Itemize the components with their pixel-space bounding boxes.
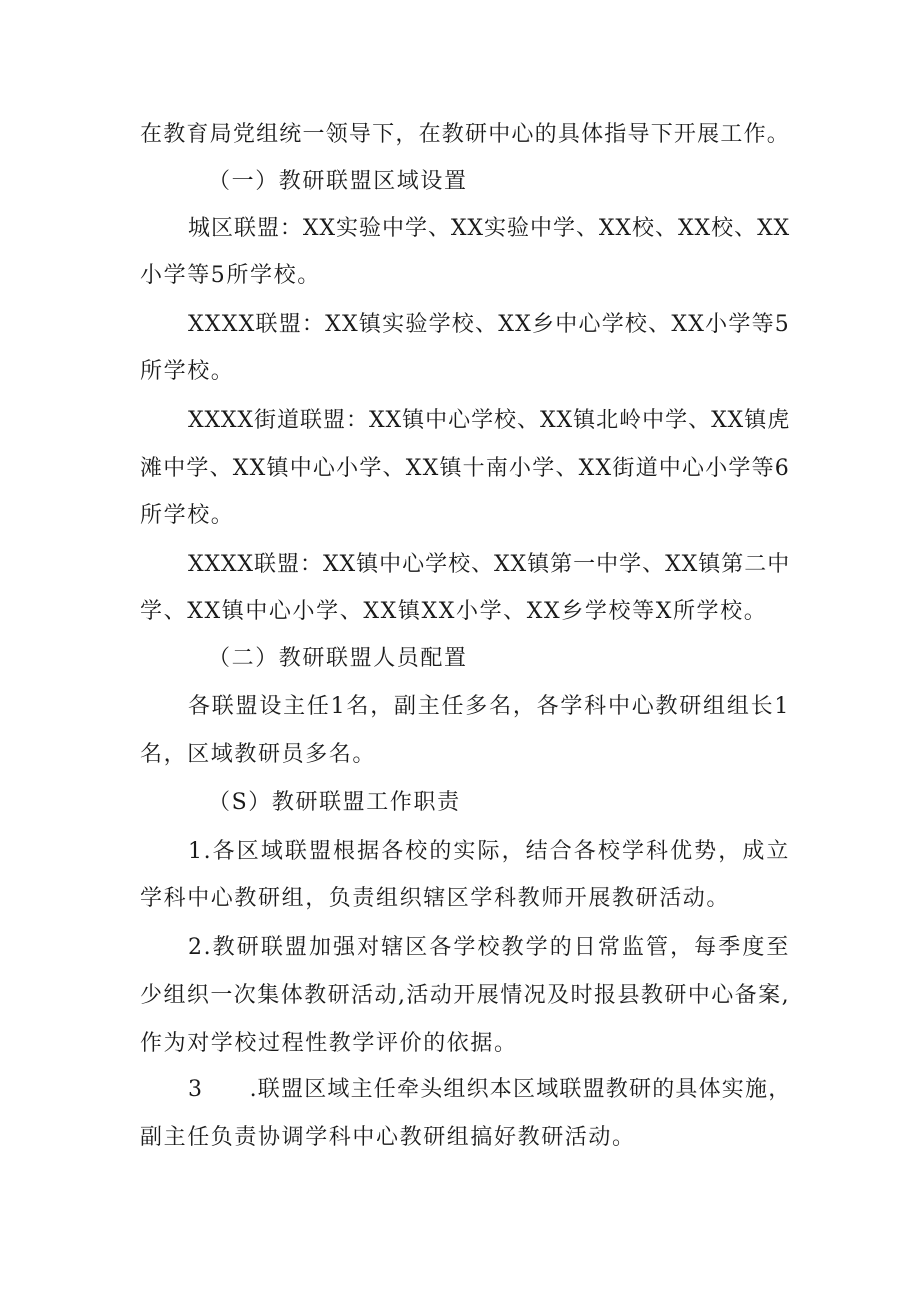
paragraph-line: 所学校。 <box>140 503 235 528</box>
section-heading-1: （一）教研联盟区域设置 <box>208 169 468 194</box>
paragraph-line: 3 .联盟区域主任牵头组织本区域联盟教研的具体实施， <box>188 1077 792 1102</box>
paragraph-line: XXXX联盟：XX镇实验学校、XX乡中心学校、XX小学等5 <box>188 312 790 337</box>
paragraph-line: 名，区域教研员多名。 <box>140 742 377 767</box>
section-heading-3: （S）教研联盟工作职责 <box>208 790 461 815</box>
paragraph-line: 在教育局党组统一领导下，在教研中心的具体指导下开展工作。 <box>140 122 790 147</box>
paragraph-line: XXXX联盟：XX镇中心学校、XX镇第一中学、XX镇第二中 <box>188 552 790 577</box>
paragraph-line: 城区联盟：XX实验中学、XX实验中学、XX校、XX校、XX <box>188 216 790 241</box>
paragraph-line: 学科中心教研组，负责组织辖区学科教师开展教研活动。 <box>140 886 731 911</box>
paragraph-line: 学、XX镇中心小学、XX镇XX小学、XX乡学校等X所学校。 <box>140 599 768 624</box>
paragraph-line: 副主任负责协调学科中心教研组搞好教研活动。 <box>140 1125 636 1150</box>
paragraph-line: 所学校。 <box>140 359 235 384</box>
paragraph-line: 少组织一次集体教研活动,活动开展情况及时报县教研中心备案, <box>140 983 790 1008</box>
paragraph-line: 1.各区域联盟根据各校的实际，结合各校学科优势，成立 <box>188 839 790 864</box>
paragraph-line: 滩中学、XX镇中心小学、XX镇十南小学、XX街道中心小学等6 <box>140 456 790 481</box>
section-heading-2: （二）教研联盟人员配置 <box>208 646 468 671</box>
paragraph-line: 各联盟设主任1名，副主任多名，各学科中心教研组组长1 <box>188 694 790 719</box>
paragraph-line: XXXX街道联盟：XX镇中心学校、XX镇北岭中学、XX镇虎 <box>188 408 790 433</box>
paragraph-line: 作为对学校过程性教学评价的依据。 <box>140 1031 518 1056</box>
paragraph-line: 2.教研联盟加强对辖区各学校教学的日常监管，每季度至 <box>188 935 790 960</box>
paragraph-line: 小学等5所学校。 <box>140 263 321 288</box>
